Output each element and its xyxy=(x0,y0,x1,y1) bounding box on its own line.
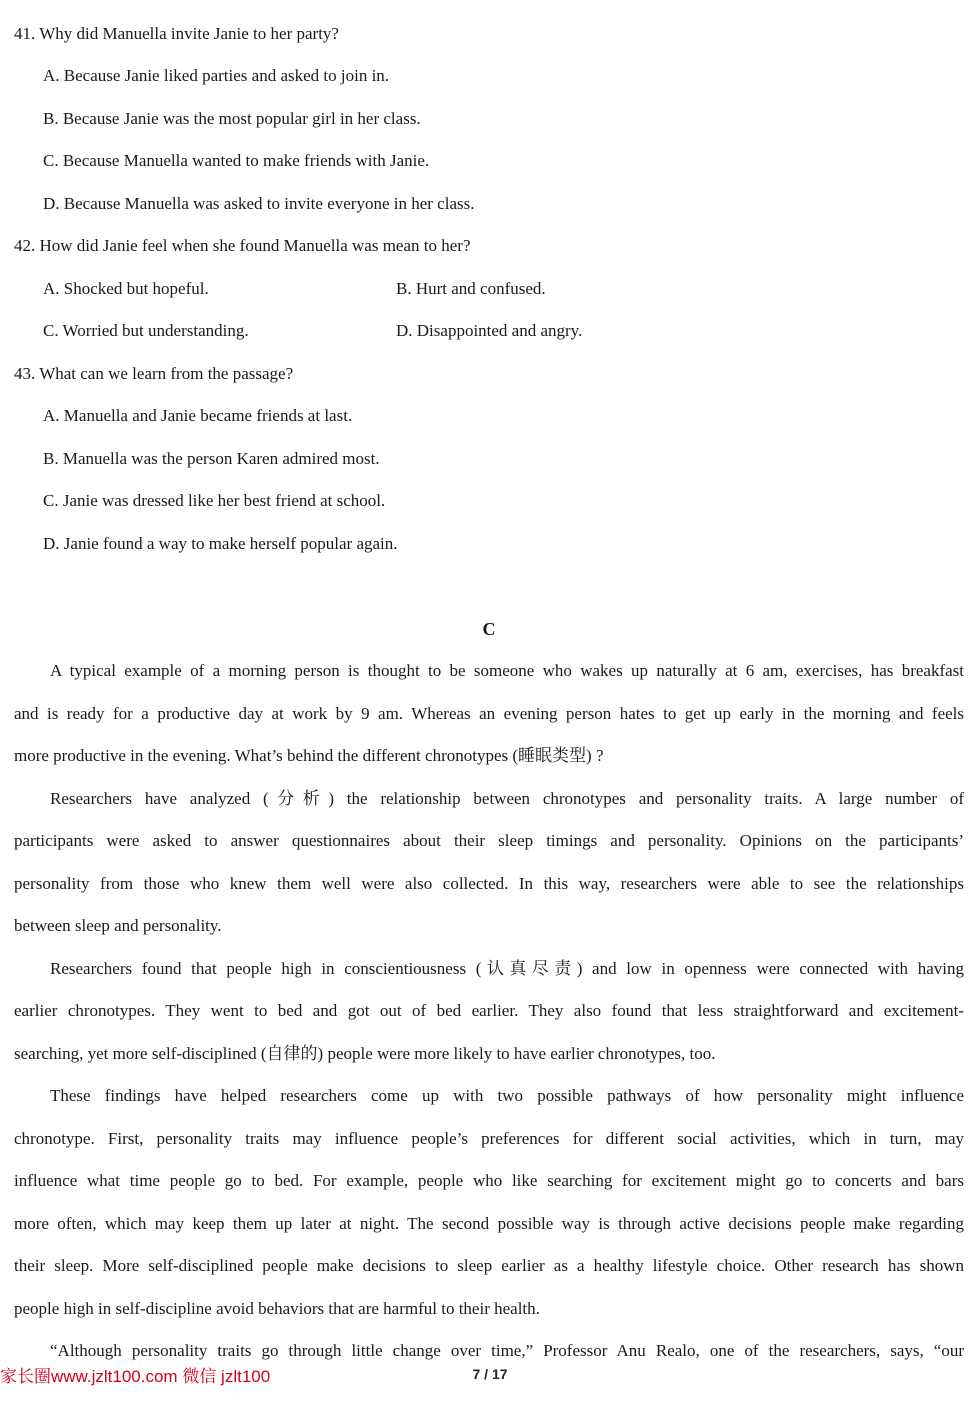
question-43-stem: 43. What can we learn from the passage? xyxy=(14,364,294,383)
section-heading: C xyxy=(482,619,496,639)
question-43-option-b: B. Manuella was the person Karen admired most. xyxy=(43,449,380,468)
question-41-option-a: A. Because Janie liked parties and asked to join in. xyxy=(43,66,390,85)
paragraph-2-line: participants were asked to answer questionnaires about their sleep timings and personality. Opinions on the participants’ xyxy=(14,831,964,850)
question-43-option-a: A. Manuella and Janie became friends at last. xyxy=(43,406,353,425)
question-42-option-c: C. Worried but understanding. xyxy=(43,321,249,340)
paragraph-2-line: personality from those who knew them well were also collected. In this way, researchers were able to see the relationships xyxy=(14,874,964,893)
paragraph-4-line: influence what time people go to bed. For example, people who like searching for excitement might go to concerts and bars xyxy=(14,1171,964,1190)
paragraph-5-line: “Although personality traits go through little change over time,” Professor Anu Realo, one of the researchers, says, “our xyxy=(50,1341,964,1360)
paragraph-1-line: more productive in the evening. What’s behind the different chronotypes (睡眠类型) ? xyxy=(14,746,604,765)
page-number: 7 / 17 xyxy=(472,1366,508,1382)
watermark-text: 家长圈www.jzlt100.com 微信 jzlt100 xyxy=(0,1367,271,1386)
paragraph-1-line: and is ready for a productive day at work by 9 am. Whereas an evening person hates to get up early in the morning and feels xyxy=(14,704,964,723)
paragraph-4-line: chronotype. First, personality traits may influence people’s preferences for different social activities, which in turn, may xyxy=(14,1129,964,1148)
question-42-stem: 42. How did Janie feel when she found Manuella was mean to her? xyxy=(14,236,471,255)
question-41-option-b: B. Because Janie was the most popular girl in her class. xyxy=(43,109,421,128)
question-42-option-b: B. Hurt and confused. xyxy=(396,279,546,298)
paragraph-3-line: earlier chronotypes. They went to bed and got out of bed earlier. They also found that less straightforward and excitement- xyxy=(14,1001,964,1020)
question-42-option-d: D. Disappointed and angry. xyxy=(396,321,583,340)
paragraph-3-line: searching, yet more self-disciplined (自律的) people were more likely to have earlier chronotypes, too. xyxy=(14,1044,716,1063)
paragraph-4-line: their sleep. More self-disciplined people make decisions to sleep earlier as a healthy lifestyle choice. Other research has shown xyxy=(14,1256,964,1275)
question-41-option-c: C. Because Manuella wanted to make friends with Janie. xyxy=(43,151,430,170)
paragraph-2-line: between sleep and personality. xyxy=(14,916,222,935)
question-41-option-d: D. Because Manuella was asked to invite everyone in her class. xyxy=(43,194,475,213)
paragraph-1-line: A typical example of a morning person is thought to be someone who wakes up naturally at 6 am, exercises, has breakfast xyxy=(50,661,964,680)
paragraph-2-line: Researchers have analyzed (分析) the relationship between chronotypes and personality traits. A large number of xyxy=(50,789,964,808)
question-43-option-d: D. Janie found a way to make herself popular again. xyxy=(43,534,398,553)
question-41-stem: 41. Why did Manuella invite Janie to her party? xyxy=(14,24,339,43)
question-43-option-c: C. Janie was dressed like her best friend at school. xyxy=(43,491,386,510)
paragraph-3-line: Researchers found that people high in conscientiousness (认真尽责) and low in openness were connected with having xyxy=(50,959,964,978)
paragraph-4-line: more often, which may keep them up later at night. The second possible way is through active decisions people make regarding xyxy=(14,1214,964,1233)
question-42-option-a: A. Shocked but hopeful. xyxy=(43,279,209,298)
paragraph-4-line: people high in self-discipline avoid behaviors that are harmful to their health. xyxy=(14,1299,540,1318)
paragraph-4-line: These findings have helped researchers come up with two possible pathways of how personality might influence xyxy=(50,1086,964,1105)
